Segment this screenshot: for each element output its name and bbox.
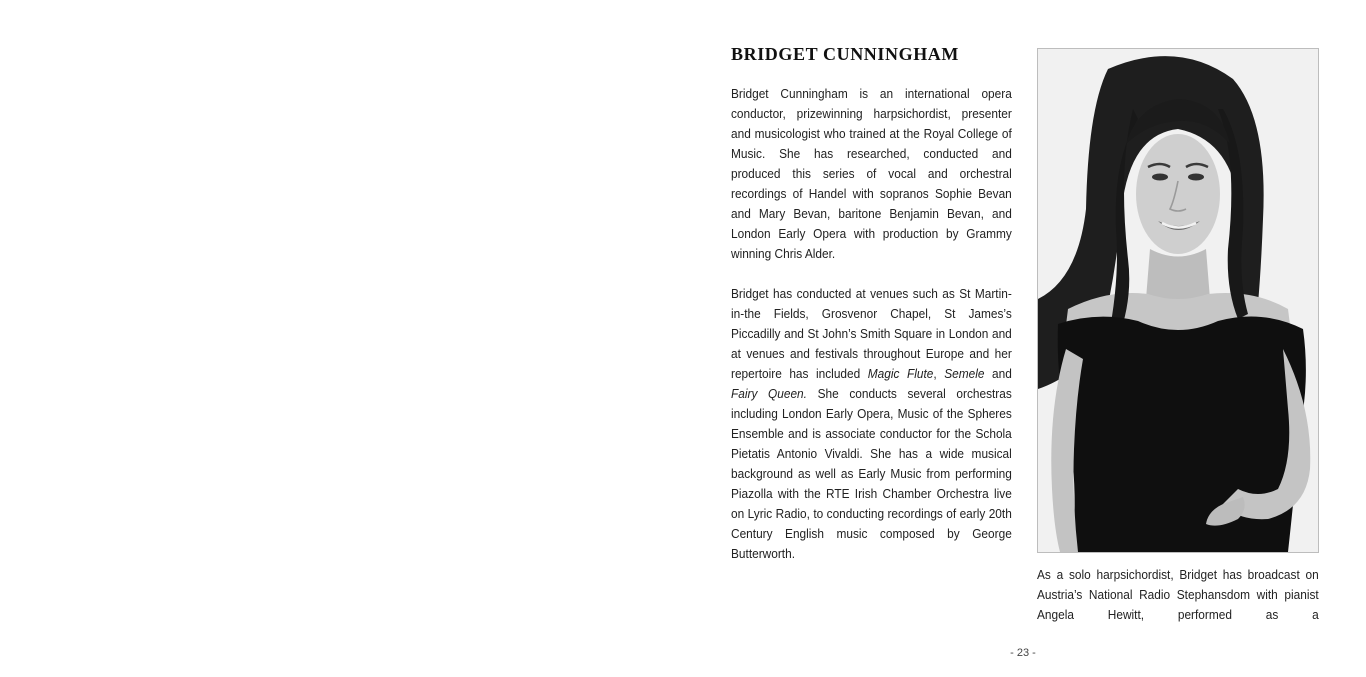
continued-paragraph: As a solo harpsichordist, Bridget has broadcast on Austria’s National Radio Stephansdom with pianist Angela Hewitt, performed as a [1037, 567, 1319, 622]
paragraph-2-separator-1: , [933, 366, 945, 381]
left-eye [1152, 174, 1168, 181]
face [1136, 134, 1220, 254]
page-number: - 23 - [1010, 647, 1036, 659]
portrait-photo [1037, 48, 1319, 553]
continued-text-column [1037, 565, 1319, 625]
title-fairy-queen: Fairy Queen. [731, 386, 807, 401]
right-eye [1188, 174, 1204, 181]
title-magic-flute: Magic Flute [867, 366, 934, 381]
paragraph-2-text-a: Bridget has conducted at venues such as St Martin-in-the Fields, Grosvenor Chapel, St James’s Piccadilly and St John’s Smith Square in London and at venues and festivals throughout Europe and her repertoire has included [731, 286, 1012, 381]
portrait-illustration [1038, 49, 1318, 552]
paragraph-2-separator-2: and [984, 366, 1012, 381]
title-semele: Semele [944, 366, 985, 381]
biography-text-column [731, 84, 1012, 564]
biography-paragraph-2 [731, 284, 1012, 564]
paragraph-2-text-b: She conducts several orchestras including London Early Opera, Music of the Spheres Ensemble and is associate conductor for the Schola Pietatis Antonio Vivaldi. She has a wide musical background as well as Early Music from performing Piazolla with the RTE Irish Chamber Orchestra live on Lyric Radio, to conducting recordings of early 20th Century English music composed by George Butterworth. [731, 386, 1012, 561]
biography-paragraph-1: Bridget Cunningham is an international opera conductor, prizewinning harpsichordist, presenter and musicologist who trained at the Royal College of Music. She has researched, conducted and produced this series of vocal and orchestral recordings of Handel with sopranos Sophie Bevan and Mary Bevan, baritone Benjamin Bevan, and London Early Opera with production by Grammy winning Chris Alder. [731, 86, 1012, 261]
page-heading: BRIDGET CUNNINGHAM [731, 44, 959, 64]
